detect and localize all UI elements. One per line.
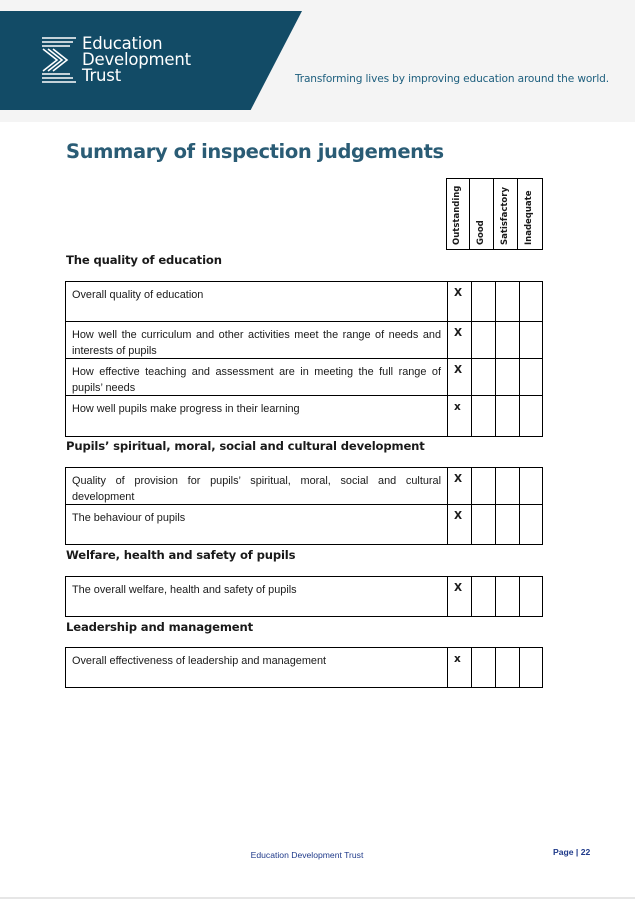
mark-outstanding: X <box>448 577 472 616</box>
judgement-label: Quality of provision for pupils’ spiritual, moral, social and cultural development <box>66 468 448 504</box>
mark-inadequate <box>520 396 543 436</box>
mark-good <box>472 648 496 687</box>
mark-outstanding: X <box>448 282 472 321</box>
judgement-row <box>65 359 543 396</box>
judgement-row <box>65 647 543 688</box>
mark-satisfactory <box>496 577 520 616</box>
footer-org-name: Education Development Trust <box>250 850 364 860</box>
mark-satisfactory <box>496 282 520 321</box>
judgement-label: Overall quality of education <box>66 282 448 321</box>
page-bottom-rule <box>0 897 635 899</box>
mark-outstanding: X <box>448 322 472 358</box>
mark-inadequate <box>520 577 543 616</box>
mark-good <box>472 577 496 616</box>
column-header-label: Satisfactory <box>499 186 510 245</box>
column-header-label: Outstanding <box>452 185 462 245</box>
page-title: Summary of inspection judgements <box>66 140 444 163</box>
column-header-label: Inadequate <box>524 190 534 245</box>
mark-inadequate <box>520 359 543 395</box>
column-header-outstanding <box>446 178 470 250</box>
section-heading: Welfare, health and safety of pupils <box>66 548 296 562</box>
page-number: 22 <box>580 847 591 857</box>
judgement-label: How effective teaching and assessment are in meeting the full range of pupils’ needs <box>66 359 448 395</box>
section-heading: The quality of education <box>66 253 222 267</box>
edt-logo-icon <box>40 36 78 84</box>
judgement-row <box>65 281 543 322</box>
judgement-label: How well the curriculum and other activities meet the range of needs and interests of pupils <box>66 322 448 358</box>
footer-page-number: Page | 22 <box>553 847 591 857</box>
logo-line: Education <box>82 34 163 53</box>
mark-outstanding: X <box>448 359 472 395</box>
judgement-row <box>65 576 543 617</box>
mark-satisfactory <box>496 359 520 395</box>
mark-satisfactory <box>496 468 520 504</box>
column-header-inadequate <box>518 178 543 250</box>
mark-good <box>472 282 496 321</box>
section-heading: Pupils’ spiritual, moral, social and cultural development <box>66 439 425 453</box>
brand-logo-text <box>82 36 191 84</box>
judgement-label: The overall welfare, health and safety of pupils <box>66 577 448 616</box>
column-header-label: Good <box>475 220 486 245</box>
mark-outstanding: X <box>448 505 472 544</box>
brand-tagline: Transforming lives by improving education around the world. <box>295 73 609 85</box>
judgement-row <box>65 467 543 505</box>
mark-inadequate <box>520 322 543 358</box>
judgement-label: How well pupils make progress in their learning <box>66 396 448 436</box>
mark-inadequate <box>520 468 543 504</box>
logo-line: Trust <box>82 66 121 85</box>
mark-good <box>472 505 496 544</box>
mark-satisfactory <box>496 396 520 436</box>
judgement-label: The behaviour of pupils <box>66 505 448 544</box>
judgement-row <box>65 505 543 545</box>
mark-inadequate <box>520 505 543 544</box>
mark-satisfactory <box>496 505 520 544</box>
mark-good <box>472 396 496 436</box>
column-header-good <box>470 178 494 250</box>
mark-inadequate <box>520 282 543 321</box>
judgement-row <box>65 322 543 359</box>
mark-good <box>472 322 496 358</box>
judgement-row <box>65 396 543 437</box>
column-header-satisfactory <box>494 178 518 250</box>
mark-inadequate <box>520 648 543 687</box>
judgement-label: Overall effectiveness of leadership and management <box>66 648 448 687</box>
mark-outstanding: x <box>448 396 472 436</box>
section-heading: Leadership and management <box>66 620 253 634</box>
page-label: Page <box>553 847 574 857</box>
mark-satisfactory <box>496 648 520 687</box>
mark-good <box>472 359 496 395</box>
mark-satisfactory <box>496 322 520 358</box>
mark-outstanding: x <box>448 648 472 687</box>
mark-good <box>472 468 496 504</box>
mark-outstanding: X <box>448 468 472 504</box>
logo-line: Development <box>82 50 191 69</box>
